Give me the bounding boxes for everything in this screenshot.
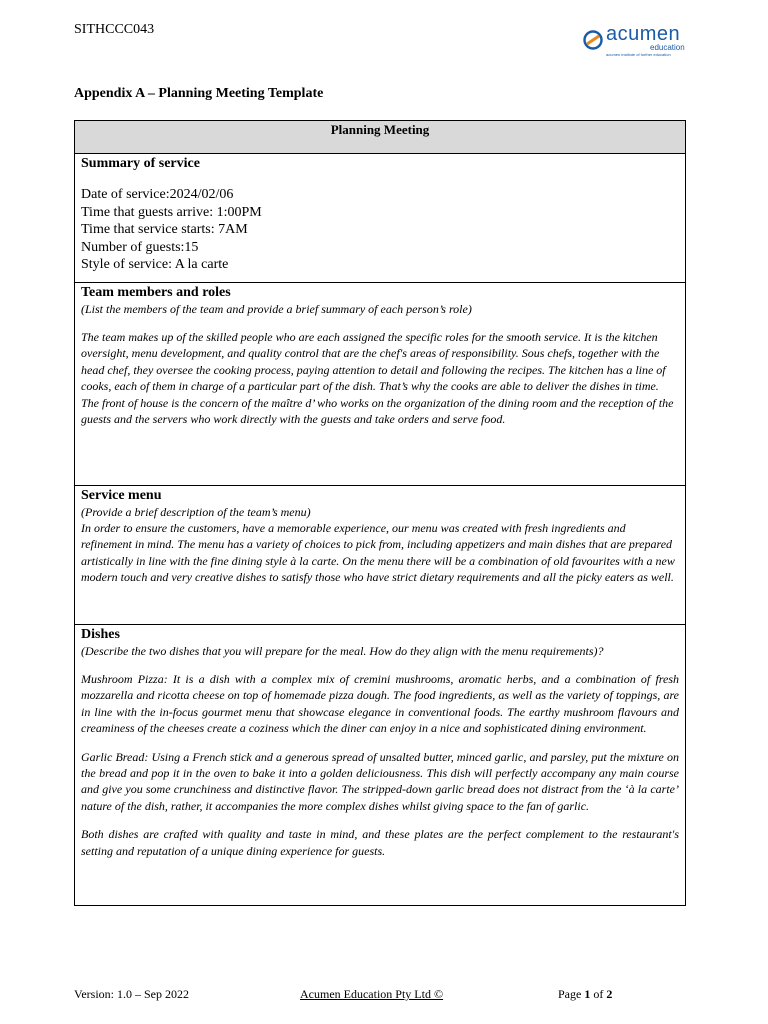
acumen-logo [583, 23, 693, 59]
table-header: Planning Meeting [75, 121, 686, 154]
page-prefix: Page [558, 987, 585, 1001]
dishes-hint: (Describe the two dishes that you will prepare for the meal. How do they align with the menu requirements)? [81, 644, 604, 658]
page-of: of [590, 987, 607, 1001]
course-code: SITHCCC043 [74, 22, 155, 37]
page-total: 2 [606, 987, 613, 1001]
page-current: 1 [584, 987, 591, 1001]
dish-paragraph-garlic-bread: Garlic Bread: Using a French stick and a generous spread of unsalted butter, minced garlic, and parsley, put the mixture on the bread and pop it in the oven to bake it into a golden deliciousness. This dish will perfectly accompany any main course and give you some crunchiness and distinctive flavor. The stripped-down garlic bread does not distract from the ‘à la carte’ nature of the dish, rather, it accompanies the more complex dishes whilst giving space to the fan of garlic. [81, 749, 679, 813]
date-of-service: Date of service:2024/02/06 [81, 187, 234, 202]
number-of-guests: Number of guests:15 [81, 239, 199, 255]
logo-sub-text: education [650, 43, 685, 52]
dishes-section [75, 625, 686, 906]
summary-section [75, 154, 686, 283]
menu-hint: (Provide a brief description of the team’s menu) [81, 505, 311, 519]
menu-body: In order to ensure the customers, have a memorable experience, our menu was created with fresh ingredients and refinement in mind. The menu has a variety of choices to pick from, including appetizers and main dishes that are prepared artistically in line with the fine dining style à la carte. On the menu there will be a combination of old favourites with a new modern touch and very creative dishes to satisfy those who have strict dietary requirements and all the picky eaters as well. [81, 521, 675, 585]
menu-section [75, 486, 686, 625]
footer-version: Version: 1.0 – Sep 2022 [74, 987, 189, 1001]
summary-title: Summary of service [81, 156, 200, 171]
dish-paragraph-pizza: Mushroom Pizza: It is a dish with a complex mix of cremini mushrooms, aromatic herbs, and a combination of fresh mozzarella and ricotta cheese on top of homemade pizza dough. The food ingredients, as well as the variety of toppings, are in line with the in-focus gourmet menu that showcase elegance in conventional foods. The earthy mushroom flavours and creaminess of the cheeses create a coziness which the diner can enjoy in a nice and sophisticated dining environment. [81, 672, 679, 736]
footer-company: Acumen Education Pty Ltd © [300, 987, 444, 1001]
dishes-title: Dishes [81, 627, 120, 642]
guest-arrival-time: Time that guests arrive: 1:00PM [81, 204, 262, 220]
team-title: Team members and roles [81, 285, 231, 300]
menu-title: Service menu [81, 488, 162, 503]
team-section [75, 283, 686, 486]
dish-paragraph-summary: Both dishes are crafted with quality and taste in mind, and these plates are the perfect complement to the restaurant's setting and reputation of a unique dining experience for guests. [81, 827, 679, 858]
logo-mark-icon [583, 30, 603, 50]
footer-page-number [558, 987, 612, 1002]
summary-lines [81, 186, 679, 274]
style-of-service: Style of service: A la carte [81, 257, 229, 272]
logo-tagline: acumen institute of further education [606, 52, 671, 57]
team-body: The team makes up of the skilled people who are each assigned the specific roles for the smooth service. It is the kitchen oversight, menu development, and quality control that are the chef's areas of responsibility. Sous chefs, together with the head chef, they oversee the cooking process, paying attention to detail and following the recipes. The kitchen has a line of cooks, each of them in charge of a particular part of the dish. That’s why the cooks are able to deliver the dishes in time. The front of house is the concern of the maître d’ who works on the organization of the dining room and the reception of the guests and the servers who work directly with the guests and take orders and serve food. [81, 330, 674, 427]
logo-brand-text: acumen [606, 23, 681, 45]
service-start-time: Time that service starts: 7AM [81, 222, 248, 237]
team-hint: (List the members of the team and provide a brief summary of each person’s role) [81, 302, 472, 316]
planning-meeting-table [74, 120, 686, 906]
appendix-title: Appendix A – Planning Meeting Template [74, 86, 324, 101]
